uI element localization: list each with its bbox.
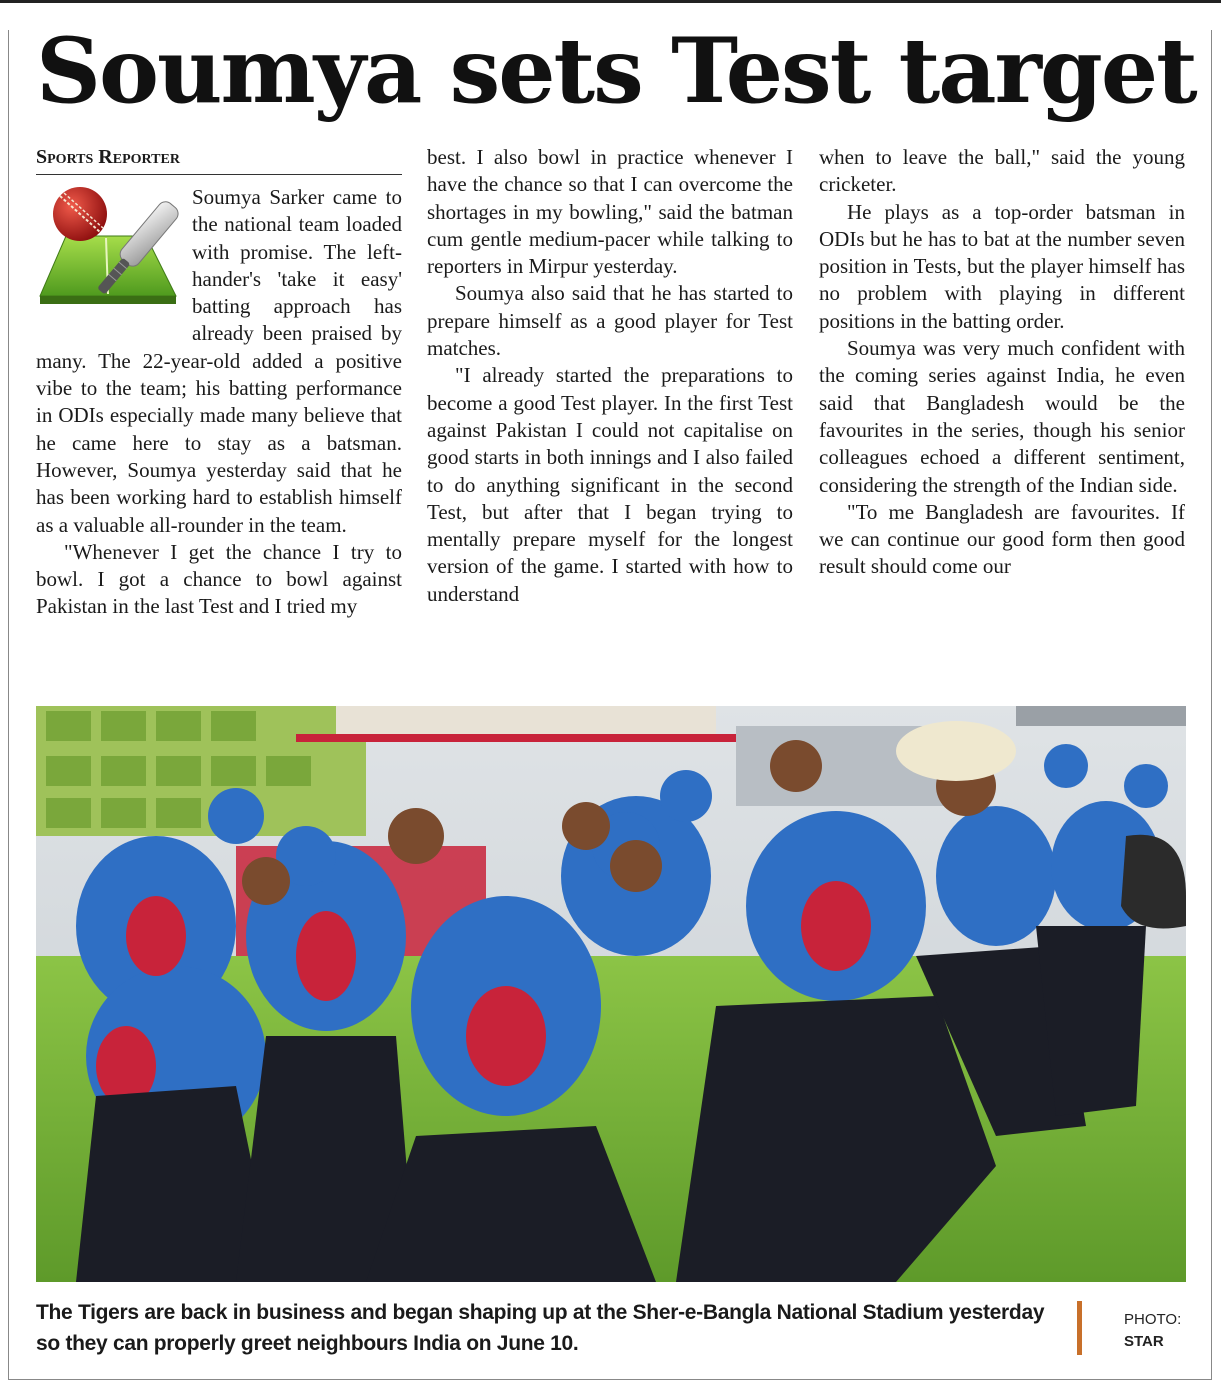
team-training-photo <box>36 706 1186 1282</box>
paragraph: "I already started the preparations to become a good Test player. In the first Test against Pakistan I could not capitalise on good starts in both innings and I also failed to do anything significant in the second Test, but after that I began trying to mentally prepare myself for the longest version of the game. I started with how to understand <box>427 363 793 606</box>
page-bottom-border <box>8 1379 1212 1380</box>
paragraph: Soumya was very much confident with the coming series against India, he even said that Bangladesh would be the favourites in the series, though his senior colleagues echoed a different sentiment, considering the strength of the Indian side. <box>819 336 1185 497</box>
article-column-3 <box>819 144 1185 674</box>
paragraph: He plays as a top-order batsman in ODIs but he has to bat at the number seven position in Tests, but the player himself has no problem with playing in different positions in the batting order. <box>819 199 1185 333</box>
article-column-2 <box>427 144 793 674</box>
article-column-1 <box>36 144 402 674</box>
page-right-border <box>1211 30 1212 1380</box>
page-left-border <box>8 30 9 1380</box>
photo-credit-source: STAR <box>1124 1333 1164 1350</box>
paragraph: best. I also bowl in practice whenever I have the chance so that I can overcome the shortages in my bowling," said the batman cum gentle medium-pacer while talking to reporters in Mirpur yesterday. <box>427 145 793 279</box>
photo-credit <box>1124 1309 1204 1353</box>
paragraph: when to leave the ball," said the young cricketer. <box>819 145 1185 197</box>
byline: Sports Reporter <box>36 144 402 175</box>
cricket-ball-bat-icon <box>36 184 186 320</box>
page-top-rule <box>0 0 1221 3</box>
photo-credit-label: PHOTO: <box>1124 1311 1182 1328</box>
paragraph: "To me Bangladesh are favourites. If we can continue our good form then good result should come our <box>819 499 1185 579</box>
paragraph: Soumya also said that he has started to prepare himself as a good player for Test matches. <box>427 281 793 361</box>
paragraph: "Whenever I get the chance I try to bowl. I got a chance to bowl against Pakistan in the last Test and I tried my <box>36 539 402 619</box>
paragraph: Soumya Sarker came to the national team loaded with promise. The left-hander's 'take it easy' batting approach has already been praised by many. The 22-year-old added a positive vibe to the team; his batting performance in ODIs especially made many believe that he came here to stay as a batsman. However, Soumya yesterday said that he has been working hard to establish himself as a valuable all-rounder in the team. <box>36 185 402 537</box>
photo-caption: The Tigers are back in business and began shaping up at the Sher-e-Bangla National Stadium yesterday so they can properly greet neighbours India on June 10. <box>36 1301 1045 1355</box>
headline: Soumya sets Test target <box>36 18 1196 124</box>
credit-divider <box>1077 1301 1082 1355</box>
